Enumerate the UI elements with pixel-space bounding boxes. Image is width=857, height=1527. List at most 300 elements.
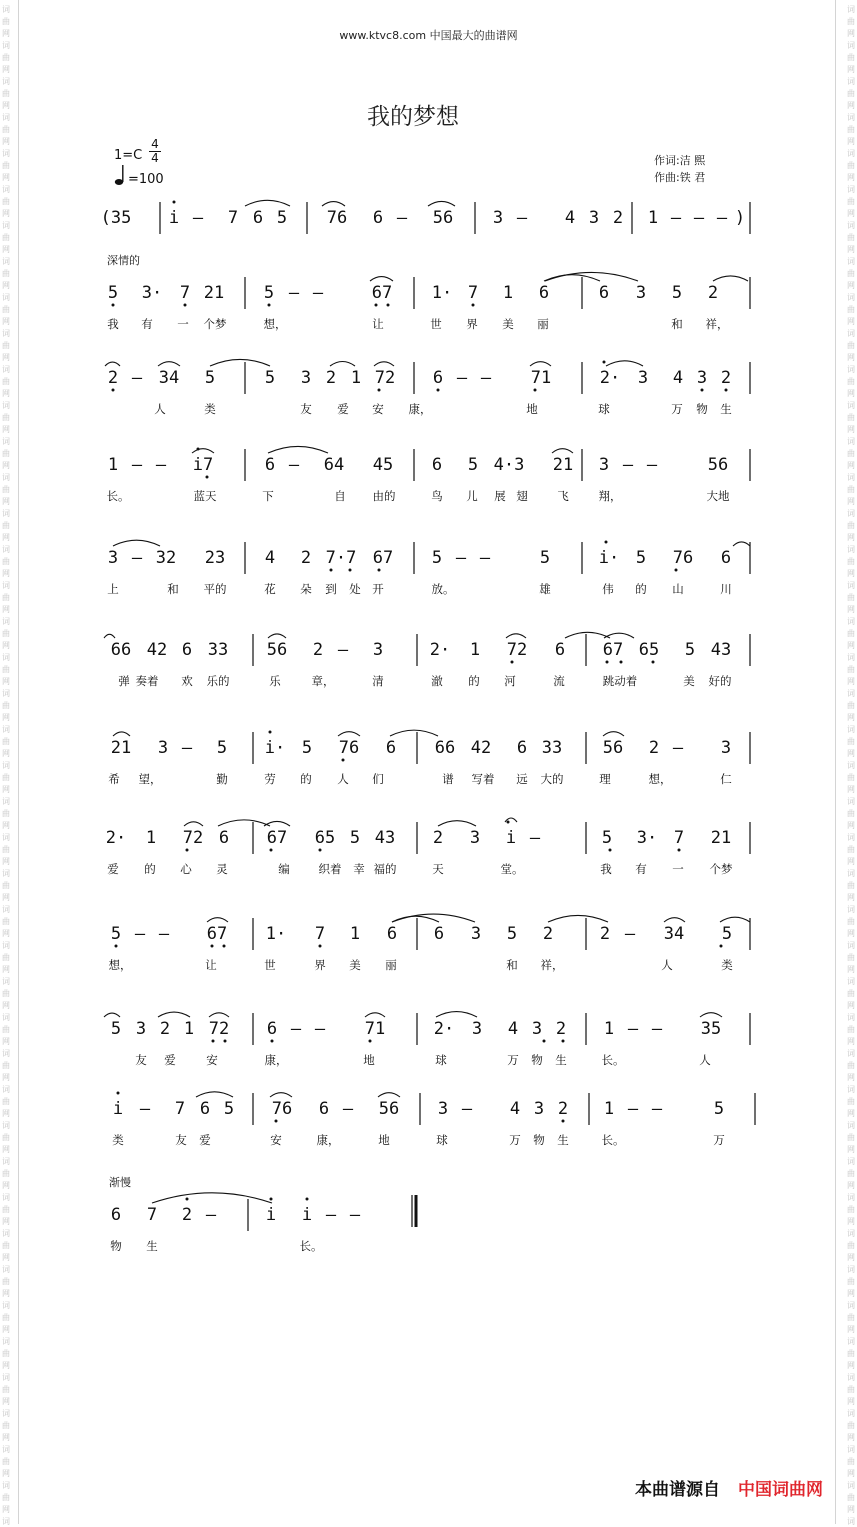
octave-down-dot [184, 304, 187, 307]
lyric: 平的 [203, 582, 227, 596]
slur [158, 362, 180, 366]
watermark-glyph: 词 [2, 221, 10, 230]
note: 2 [542, 924, 554, 944]
lyric: 们 [372, 772, 384, 786]
watermark-glyph: 网 [2, 1433, 10, 1442]
note: – [480, 368, 492, 388]
lyric: 好的 [708, 674, 732, 688]
watermark-glyph: 曲 [2, 521, 10, 530]
lyric: 劳 [264, 772, 276, 786]
note: 5 [263, 283, 275, 303]
octave-up-dot [173, 201, 176, 204]
watermark-glyph: 网 [847, 173, 855, 182]
watermark-glyph: 曲 [2, 1421, 10, 1430]
watermark-glyph: 词 [847, 545, 855, 554]
watermark-glyph: 词 [2, 185, 10, 194]
note: 2 [300, 548, 312, 568]
lyric: 澈 [431, 674, 443, 688]
lyric: 康， [316, 1133, 340, 1147]
lyric: 花 [264, 582, 276, 596]
watermark-glyph: 网 [2, 677, 10, 686]
watermark-glyph: 网 [2, 749, 10, 758]
octave-down-dot [678, 849, 681, 852]
note: 7 [673, 828, 685, 848]
note: i· [264, 738, 286, 758]
slur [506, 634, 526, 638]
score-system [0, 1197, 857, 1282]
site-url[interactable]: www.ktvc8.com 中国最大的曲谱网 [339, 29, 518, 42]
lyric: 上 [107, 582, 119, 596]
lyric: 人 [661, 958, 673, 972]
note: 3 [637, 368, 649, 388]
watermark-glyph: 网 [847, 1001, 855, 1010]
lyric: 球 [436, 1133, 448, 1147]
octave-up-dot [270, 1198, 273, 1201]
lyric: 飞 [557, 489, 569, 503]
note: – [716, 208, 728, 228]
watermark-glyph: 网 [2, 1037, 10, 1046]
score-system [0, 1091, 857, 1176]
lyric: 地 [526, 402, 538, 416]
note: 1 [469, 640, 481, 660]
watermark-glyph: 曲 [847, 1061, 855, 1070]
note: 43 [710, 640, 732, 660]
watermark-glyph: 网 [847, 425, 855, 434]
note: 1 [350, 368, 362, 388]
note: 33 [541, 738, 563, 758]
watermark-glyph: 词 [2, 437, 10, 446]
watermark-glyph: 网 [847, 317, 855, 326]
watermark-glyph: 词 [847, 41, 855, 50]
note: 3 [598, 455, 610, 475]
lyric: 远 [516, 772, 528, 786]
note: – [325, 1205, 337, 1225]
octave-down-dot [271, 1040, 274, 1043]
watermark-glyph: 曲 [847, 917, 855, 926]
slur [268, 446, 328, 453]
watermark-glyph: 曲 [2, 845, 10, 854]
note: – [314, 1019, 326, 1039]
watermark-glyph: 词 [847, 293, 855, 302]
lyric: 有 [141, 317, 153, 331]
score-system [0, 820, 857, 905]
system-markings [0, 1091, 857, 1176]
note: 1 [603, 1099, 615, 1119]
slur [210, 359, 270, 366]
lyric: 友 [135, 1053, 147, 1067]
credits [654, 152, 705, 186]
note: – [672, 738, 684, 758]
watermark-glyph: 曲 [847, 1025, 855, 1034]
watermark-glyph: 词 [2, 77, 10, 86]
lyric: 写着 [471, 772, 495, 786]
watermark-glyph: 词 [847, 185, 855, 194]
slur [270, 1093, 292, 1097]
octave-down-dot [206, 476, 209, 479]
note: 6 [372, 208, 384, 228]
note: 66 [110, 640, 132, 660]
note: – [349, 1205, 361, 1225]
lyric: 界 [466, 317, 478, 331]
octave-up-dot [197, 448, 200, 451]
score-system [0, 540, 857, 625]
note: – [622, 455, 634, 475]
watermark-glyph: 词 [847, 401, 855, 410]
watermark-glyph: 曲 [847, 305, 855, 314]
lyric: 爱 [199, 1133, 211, 1147]
watermark-glyph: 网 [2, 893, 10, 902]
note: 3 [635, 283, 647, 303]
lyric: 万 [713, 1133, 725, 1147]
watermark-glyph: 网 [2, 1181, 10, 1190]
note: 7 [174, 1099, 186, 1119]
lyric: 勤 [216, 772, 228, 786]
note: – [651, 1019, 663, 1039]
watermark-glyph: 词 [2, 149, 10, 158]
slur [374, 362, 394, 366]
watermark-glyph: 曲 [2, 269, 10, 278]
lyric: 理 [599, 772, 611, 786]
note: 3 [720, 738, 732, 758]
lyric: 生 [720, 402, 732, 416]
watermark-glyph: 网 [847, 137, 855, 146]
note: 71 [530, 368, 552, 388]
watermark-glyph: 词 [847, 797, 855, 806]
note: i· [598, 548, 620, 568]
watermark-glyph: 曲 [2, 1097, 10, 1106]
watermark-glyph: 曲 [2, 1241, 10, 1250]
lyric: 和 [671, 317, 683, 331]
watermark-glyph: 网 [2, 353, 10, 362]
octave-down-dot [543, 1040, 546, 1043]
note: 2 [159, 1019, 171, 1039]
slur [104, 1013, 120, 1017]
note: 34 [663, 924, 685, 944]
lyric: 跳动着 [602, 674, 638, 688]
note: 6 [264, 455, 276, 475]
watermark-glyph: 词 [847, 833, 855, 842]
watermark-glyph: 网 [2, 317, 10, 326]
watermark-glyph: 词 [2, 5, 10, 14]
watermark-glyph: 词 [847, 581, 855, 590]
lyric: 天 [432, 862, 444, 876]
footer [635, 1475, 823, 1500]
lyric: 鸟 [431, 489, 443, 503]
slur [603, 732, 624, 736]
watermark-glyph: 词 [2, 941, 10, 950]
lyricist-credit: 作词:洁 熙 [654, 154, 706, 167]
watermark-glyph: 曲 [847, 125, 855, 134]
watermark-glyph: 网 [2, 821, 10, 830]
slur [152, 1193, 272, 1203]
watermark-glyph: 曲 [847, 1241, 855, 1250]
watermark-glyph: 词 [847, 1373, 855, 1382]
lyric: 章， [311, 674, 335, 688]
note: 1 [502, 283, 514, 303]
watermark-glyph: 词 [2, 1337, 10, 1346]
lyric: 类 [204, 402, 216, 416]
slur [544, 275, 600, 281]
octave-down-dot [268, 304, 271, 307]
watermark-glyph: 网 [2, 641, 10, 650]
lyric: 想， [108, 958, 132, 972]
watermark-glyph: 曲 [2, 701, 10, 710]
watermark-glyph: 网 [2, 1253, 10, 1262]
watermark-glyph: 曲 [847, 1493, 855, 1502]
watermark-glyph: 曲 [2, 881, 10, 890]
note: 1 [349, 924, 361, 944]
watermark-glyph: 网 [2, 29, 10, 38]
watermark-glyph: 曲 [847, 845, 855, 854]
slur [184, 822, 203, 826]
octave-down-dot [620, 661, 623, 664]
watermark-glyph: 曲 [847, 1421, 855, 1430]
lyric: 人 [154, 402, 166, 416]
slur [113, 540, 160, 546]
lyric: 爱 [164, 1053, 176, 1067]
octave-up-dot [117, 1092, 120, 1095]
watermark-glyph: 词 [847, 5, 855, 14]
watermark-glyph: 曲 [847, 1169, 855, 1178]
lyric: 物 [110, 1239, 122, 1253]
watermark-glyph: 词 [2, 365, 10, 374]
note: – [396, 208, 408, 228]
note: 2 [707, 283, 719, 303]
lyric: 川 [720, 582, 732, 596]
lyric: 仁 [720, 772, 732, 786]
octave-down-dot [609, 849, 612, 852]
lyric: 河 [504, 674, 516, 688]
watermark-glyph: 曲 [2, 629, 10, 638]
note: 71 [364, 1019, 386, 1039]
note: 2· [599, 368, 621, 388]
note: 3 [372, 640, 384, 660]
watermark-glyph: 曲 [2, 17, 10, 26]
slur [192, 449, 214, 453]
note: 4 [672, 368, 684, 388]
watermark-glyph: 曲 [847, 233, 855, 242]
watermark-glyph: 网 [2, 1505, 10, 1514]
slur [218, 820, 270, 826]
watermark-glyph: 曲 [2, 449, 10, 458]
lyric: 下 [262, 489, 274, 503]
lyric: 我 [107, 317, 119, 331]
lyric: 我 [600, 862, 612, 876]
watermark-glyph: 词 [2, 617, 10, 626]
watermark-glyph: 词 [847, 689, 855, 698]
watermark-glyph: 曲 [847, 1457, 855, 1466]
note: – [290, 1019, 302, 1039]
watermark-glyph: 网 [847, 641, 855, 650]
slur [209, 1013, 229, 1017]
time-signature [149, 138, 161, 165]
watermark-glyph: 网 [847, 1469, 855, 1478]
lyric: 物 [696, 402, 708, 416]
watermark-glyph: 网 [847, 281, 855, 290]
note: – [342, 1099, 354, 1119]
watermark-glyph: 网 [2, 389, 10, 398]
note: i [301, 1205, 313, 1225]
note: – [131, 368, 143, 388]
note: 1 [145, 828, 157, 848]
note: 76 [271, 1099, 293, 1119]
watermark-glyph: 词 [2, 1121, 10, 1130]
lyric: 的 [300, 772, 312, 786]
watermark-glyph: 词 [847, 905, 855, 914]
note: 2· [105, 828, 127, 848]
note: 56 [432, 208, 454, 228]
note: 3 [469, 828, 481, 848]
watermark-glyph: 词 [847, 365, 855, 374]
note: 7 [314, 924, 326, 944]
note: 6 [266, 1019, 278, 1039]
slur [664, 918, 685, 922]
note: 3 [471, 1019, 483, 1039]
watermark-glyph: 词 [847, 1085, 855, 1094]
lyric: 美 [349, 958, 361, 972]
watermark-glyph: 词 [847, 617, 855, 626]
lyric: 乐的 [206, 674, 230, 688]
note: 4 [507, 1019, 519, 1039]
slur [338, 732, 360, 736]
lyric: 万 [507, 1053, 519, 1067]
watermark-glyph: 词 [2, 977, 10, 986]
lyric: 丽 [537, 317, 549, 331]
slur [365, 1013, 385, 1017]
watermark-glyph: 曲 [2, 485, 10, 494]
octave-down-dot [224, 1040, 227, 1043]
note: 56 [266, 640, 288, 660]
lyric: 长。 [601, 1053, 625, 1067]
note: 5 [506, 924, 518, 944]
watermark-glyph: 曲 [2, 1277, 10, 1286]
octave-down-dot [369, 1040, 372, 1043]
note: 21 [110, 738, 132, 758]
watermark-glyph: 词 [847, 1229, 855, 1238]
footer-site-name[interactable]: 中国词曲网 [738, 1480, 823, 1500]
note: i [505, 828, 517, 848]
note: 6 [433, 924, 445, 944]
note: 65 [638, 640, 660, 660]
watermark-glyph: 词 [2, 905, 10, 914]
slur [565, 632, 610, 638]
lyric: 个梦 [709, 862, 733, 876]
watermark-glyph: 曲 [2, 773, 10, 782]
watermark-glyph: 网 [847, 209, 855, 218]
note: 6 [432, 368, 444, 388]
note: – [131, 548, 143, 568]
lyric: 蓝天 [193, 489, 217, 503]
note: 2 [107, 368, 119, 388]
watermark-glyph: 曲 [847, 773, 855, 782]
note: 35 [700, 1019, 722, 1039]
note: 5 [216, 738, 228, 758]
song-title: 我的梦想 [367, 104, 459, 130]
lyric: 有 [635, 862, 647, 876]
lyric: 安 [206, 1053, 218, 1067]
watermark-glyph: 网 [2, 929, 10, 938]
note: 7 [146, 1205, 158, 1225]
watermark-glyph: 曲 [2, 197, 10, 206]
note: 3 [300, 368, 312, 388]
watermark-glyph: 曲 [2, 1061, 10, 1070]
watermark-glyph: 词 [847, 1049, 855, 1058]
watermark-glyph: 网 [847, 1073, 855, 1082]
watermark-glyph: 网 [847, 1397, 855, 1406]
note: – [516, 208, 528, 228]
note: 3· [636, 828, 658, 848]
slur [105, 362, 120, 366]
watermark-glyph: 网 [2, 857, 10, 866]
lyric: 世 [430, 317, 442, 331]
watermark-glyph: 曲 [2, 1169, 10, 1178]
watermark-glyph: 词 [847, 1517, 855, 1526]
lyric: 山 [672, 582, 684, 596]
note: 6 [181, 640, 193, 660]
note: – [627, 1099, 639, 1119]
note: 76 [672, 548, 694, 568]
watermark-glyph: 曲 [2, 1385, 10, 1394]
watermark-glyph: 词 [2, 41, 10, 50]
note: 32 [155, 548, 177, 568]
watermark-glyph: 网 [847, 749, 855, 758]
octave-down-dot [115, 945, 118, 948]
note: 5 [601, 828, 613, 848]
octave-up-dot [269, 731, 272, 734]
watermark-glyph: 曲 [2, 161, 10, 170]
note: 6 [538, 283, 550, 303]
octave-up-dot [186, 1198, 189, 1201]
note: 5 [301, 738, 313, 758]
watermark-glyph: 曲 [2, 665, 10, 674]
watermark-glyph: 曲 [847, 521, 855, 530]
watermark-glyph: 曲 [2, 1349, 10, 1358]
watermark-glyph: 网 [847, 893, 855, 902]
watermark-glyph: 词 [2, 1481, 10, 1490]
watermark-glyph: 词 [2, 1013, 10, 1022]
octave-up-dot [306, 1198, 309, 1201]
lyric: 翔， [598, 489, 622, 503]
lyric: 长。 [299, 1239, 323, 1253]
lyric: 康， [264, 1053, 288, 1067]
note: – [312, 283, 324, 303]
watermark-glyph: 曲 [847, 89, 855, 98]
ritardando-mark: 渐慢 [109, 1176, 131, 1189]
lyric: 雄 [539, 582, 551, 596]
watermark-glyph: 词 [847, 473, 855, 482]
note: 5 [539, 548, 551, 568]
slur [268, 634, 286, 638]
watermark-glyph: 网 [2, 965, 10, 974]
watermark-glyph: 网 [847, 461, 855, 470]
lyric: 人 [337, 772, 349, 786]
note: 1· [431, 283, 453, 303]
watermark-glyph: 曲 [2, 989, 10, 998]
octave-down-dot [211, 945, 214, 948]
watermark-glyph: 网 [847, 605, 855, 614]
note: 6 [516, 738, 528, 758]
note: 4 [509, 1099, 521, 1119]
slur [330, 362, 355, 367]
note: 23 [204, 548, 226, 568]
watermark-glyph: 词 [847, 725, 855, 734]
lyric: 让 [205, 958, 217, 972]
note: 45 [372, 455, 394, 475]
note: 72 [182, 828, 204, 848]
note: 1· [265, 924, 287, 944]
watermark-glyph: 网 [2, 209, 10, 218]
note: – [181, 738, 193, 758]
